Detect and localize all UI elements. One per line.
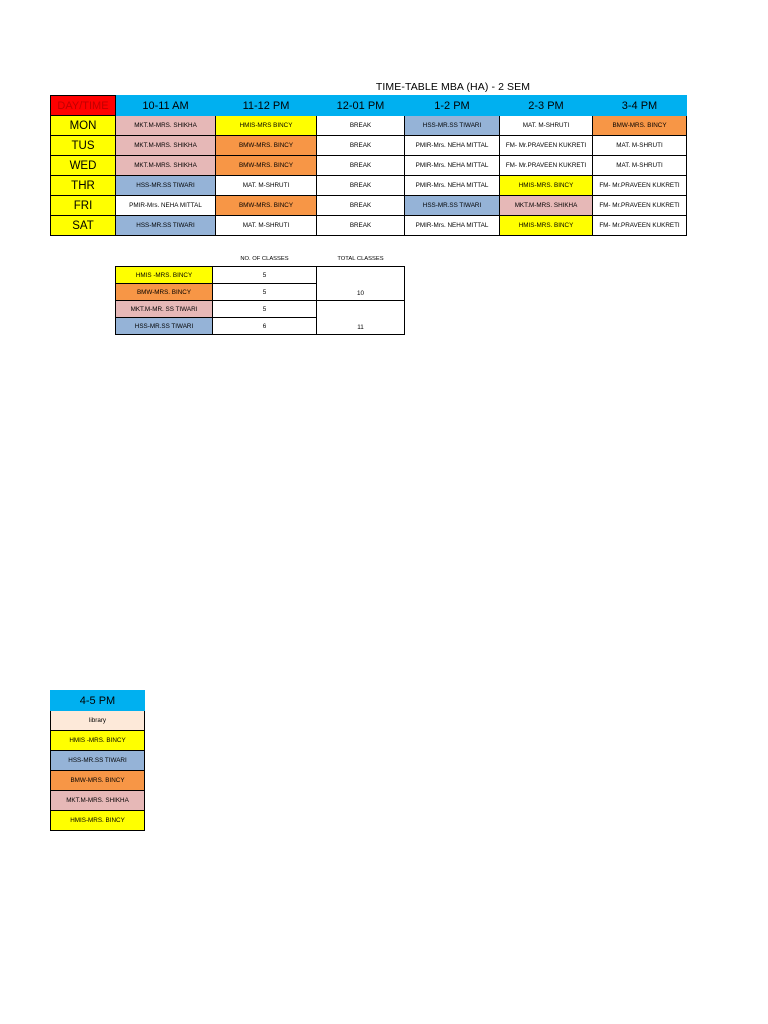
- class-cell: PMIR-Mrs. NEHA MITTAL: [405, 156, 500, 176]
- break-cell: BREAK: [317, 156, 405, 176]
- timetable: [50, 95, 687, 236]
- extra-row: [51, 771, 145, 791]
- header-slot-10-11: 10-11 AM: [116, 96, 216, 116]
- class-cell: FM- Mr.PRAVEEN KUKRETI: [500, 136, 593, 156]
- class-cell: MAT. M-SHRUTI: [593, 136, 687, 156]
- class-cell: BMW-MRS. BINCY: [216, 156, 317, 176]
- break-cell: BREAK: [317, 176, 405, 196]
- class-cell: HSS-MR.SS TIWARI: [116, 176, 216, 196]
- summary-row: [116, 301, 405, 318]
- break-cell: BREAK: [317, 216, 405, 236]
- header-slot-12-01: 12-01 PM: [317, 96, 405, 116]
- header-day-time: DAY/TIME: [51, 96, 116, 116]
- summary-count: 6: [213, 318, 317, 335]
- summary-count: 5: [213, 284, 317, 301]
- summary-header-blank: [116, 252, 213, 267]
- class-cell: BMW-MRS. BINCY: [216, 196, 317, 216]
- summary-count: 5: [213, 301, 317, 318]
- extra-row: [51, 811, 145, 831]
- summary-subject: BMW-MRS. BINCY: [116, 284, 213, 301]
- class-cell: HSS-MR.SS TIWARI: [405, 116, 500, 136]
- extra-row: [51, 711, 145, 731]
- timetable-header-row: [51, 96, 687, 116]
- class-cell: FM- Mr.PRAVEEN KUKRETI: [500, 156, 593, 176]
- break-cell: BREAK: [317, 136, 405, 156]
- class-count-summary: [115, 252, 405, 335]
- class-cell: MAT. M-SHRUTI: [500, 116, 593, 136]
- extra-row: [51, 751, 145, 771]
- timetable-row-fri: [51, 196, 687, 216]
- extra-slot-table: [50, 690, 145, 831]
- extra-cell: HMIS -MRS. BINCY: [51, 731, 145, 751]
- break-cell: BREAK: [317, 116, 405, 136]
- extra-cell: BMW-MRS. BINCY: [51, 771, 145, 791]
- extra-cell: HMIS-MRS. BINCY: [51, 811, 145, 831]
- header-slot-1-2: 1-2 PM: [405, 96, 500, 116]
- day-label: THR: [51, 176, 116, 196]
- class-cell: FM- Mr.PRAVEEN KUKRETI: [593, 216, 687, 236]
- summary-header-total-classes: TOTAL CLASSES: [337, 256, 384, 262]
- extra-slot-header: 4-5 PM: [51, 691, 145, 711]
- day-label: FRI: [51, 196, 116, 216]
- summary-header-no-of-classes: NO. OF CLASSES: [240, 256, 289, 262]
- break-cell: BREAK: [317, 196, 405, 216]
- class-cell: BMW-MRS. BINCY: [593, 116, 687, 136]
- class-cell: HMIS-MRS BINCY: [216, 116, 317, 136]
- summary-total: 11: [317, 301, 405, 335]
- header-slot-3-4: 3-4 PM: [593, 96, 687, 116]
- class-cell: MAT. M-SHRUTI: [216, 216, 317, 236]
- extra-cell: HSS-MR.SS TIWARI: [51, 751, 145, 771]
- day-label: MON: [51, 116, 116, 136]
- class-cell: HSS-MR.SS TIWARI: [405, 196, 500, 216]
- class-cell: BMW-MRS. BINCY: [216, 136, 317, 156]
- extra-row: [51, 791, 145, 811]
- class-cell: PMIR-Mrs. NEHA MITTAL: [405, 176, 500, 196]
- class-cell: FM- Mr.PRAVEEN KUKRETI: [593, 176, 687, 196]
- timetable-title: TIME-TABLE MBA (HA) - 2 SEM: [375, 81, 531, 93]
- timetable-row-mon: [51, 116, 687, 136]
- class-cell: MKT.M-MRS. SHIKHA: [116, 136, 216, 156]
- class-cell: PMIR-Mrs. NEHA MITTAL: [116, 196, 216, 216]
- class-cell: MKT.M-MRS. SHIKHA: [116, 116, 216, 136]
- day-label: WED: [51, 156, 116, 176]
- summary-subject: HMIS -MRS. BINCY: [116, 267, 213, 284]
- extra-cell: MKT.M-MRS. SHIKHA: [51, 791, 145, 811]
- summary-total: 10: [317, 267, 405, 301]
- summary-row: [116, 267, 405, 284]
- class-cell: MKT.M-MRS. SHIKHA: [116, 156, 216, 176]
- class-cell: FM- Mr.PRAVEEN KUKRETI: [593, 196, 687, 216]
- class-cell: MAT. M-SHRUTI: [593, 156, 687, 176]
- class-cell: MKT.M-MRS. SHIKHA: [500, 196, 593, 216]
- timetable-row-sat: [51, 216, 687, 236]
- summary-subject: MKT.M-MR. SS TIWARI: [116, 301, 213, 318]
- header-slot-2-3: 2-3 PM: [500, 96, 593, 116]
- timetable-row-thr: [51, 176, 687, 196]
- class-cell: HMIS-MRS. BINCY: [500, 216, 593, 236]
- summary-subject: HSS-MR.SS TIWARI: [116, 318, 213, 335]
- class-cell: MAT. M-SHRUTI: [216, 176, 317, 196]
- extra-cell: library: [51, 711, 145, 731]
- summary-count: 5: [213, 267, 317, 284]
- summary-header-row: [116, 252, 405, 267]
- class-cell: PMIR-Mrs. NEHA MITTAL: [405, 216, 500, 236]
- class-cell: HMIS-MRS. BINCY: [500, 176, 593, 196]
- class-cell: HSS-MR.SS TIWARI: [116, 216, 216, 236]
- extra-row: [51, 731, 145, 751]
- timetable-row-tus: [51, 136, 687, 156]
- timetable-row-wed: [51, 156, 687, 176]
- header-slot-11-12: 11-12 PM: [216, 96, 317, 116]
- day-label: TUS: [51, 136, 116, 156]
- extra-header-row: [51, 691, 145, 711]
- day-label: SAT: [51, 216, 116, 236]
- class-cell: PMIR-Mrs. NEHA MITTAL: [405, 136, 500, 156]
